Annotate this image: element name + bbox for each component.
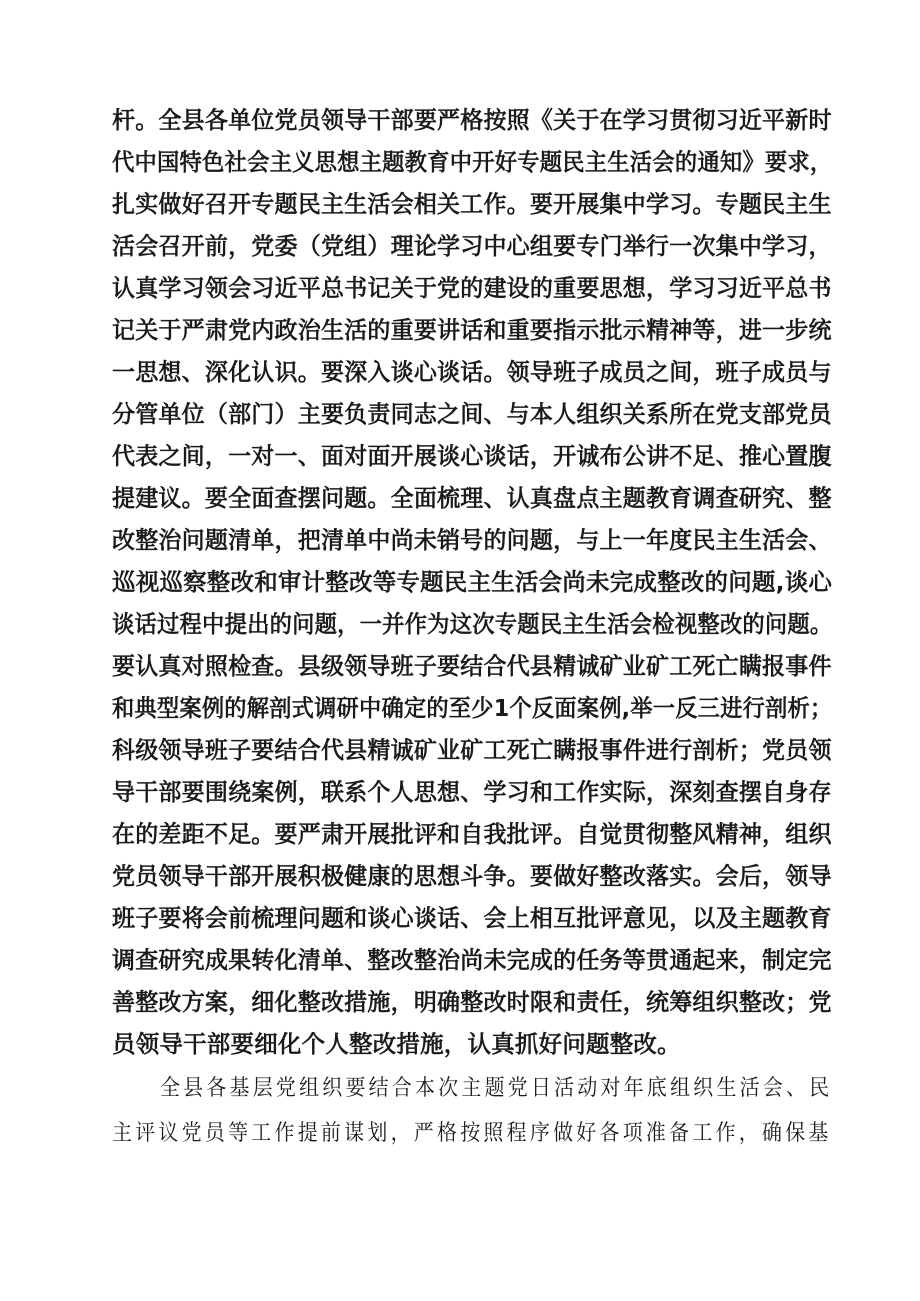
paragraph-line: 调查研究成果转化清单、整改整治尚未完成的任务等贯通起来，制定完 bbox=[112, 946, 832, 974]
paragraph-line: 代中国特色社会主义思想主题教育中开好专题民主生活会的通知》要求， bbox=[112, 148, 833, 176]
paragraph-line: 善整改方案，细化整改措施，明确整改时限和责任，统筹组织整改；党 bbox=[112, 988, 832, 1016]
paragraph-line: 员领导干部要细化个人整改措施，认真抓好问题整改。 bbox=[112, 1030, 681, 1058]
paragraph-line: 活会召开前，党委（党组）理论学习中心组要专门举行一次集中学习， bbox=[112, 232, 832, 260]
paragraph-line: 扎实做好召开专题民主生活会相关工作。要开展集中学习。专题民主生 bbox=[112, 190, 832, 218]
paragraph-line: 班子要将会前梳理问题和谈心谈话、会上相互批评意见，以及主题教育 bbox=[112, 904, 832, 932]
paragraph-line: 谈话过程中提出的问题，一并作为这次专题民主生活会检视整改的问题。 bbox=[112, 610, 833, 638]
paragraph-line: 杆。全县各单位党员领导干部要严格按照《关于在学习贯彻习近平新时 bbox=[112, 106, 832, 134]
paragraph-line: 科级领导班子要结合代县精诚矿业矿工死亡瞒报事件进行剖析；党员领 bbox=[112, 736, 832, 764]
paragraph-line: 分管单位（部门）主要负责同志之间、与本人组织关系所在党支部党员 bbox=[112, 400, 832, 428]
paragraph-line: 记关于严肃党内政治生活的重要讲话和重要指示批示精神等，进一步统 bbox=[112, 316, 832, 344]
paragraph-line: 代表之间，一对一、面对面开展谈心谈话，开诚布公讲不足、推心置腹 bbox=[112, 442, 832, 470]
paragraph-line: 改整治问题清单，把清单中尚未销号的问题，与上一年度民主生活会、 bbox=[112, 526, 832, 554]
paragraph-line: 党员领导干部开展积极健康的思想斗争。要做好整改落实。会后，领导 bbox=[112, 862, 832, 890]
paragraph-line: 在的差距不足。要严肃开展批评和自我批评。自觉贯彻整风精神，组织 bbox=[112, 820, 832, 848]
paragraph-line: 和典型案例的解剖式调研中确定的至少1个反面案例,举一反三进行剖析； bbox=[112, 694, 833, 722]
paragraph-line: 巡视巡察整改和审计整改等专题民主生活会尚未完成整改的问题,谈心 bbox=[112, 568, 833, 596]
paragraph-line: 主评议党员等工作提前谋划，严格按照程序做好各项准备工作，确保基 bbox=[112, 1121, 832, 1146]
paragraph-line-indented: 全县各基层党组织要结合本次主题党日活动对年底组织生活会、民 bbox=[160, 1076, 833, 1101]
paragraph-line: 要认真对照检查。县级领导班子要结合代县精诚矿业矿工死亡瞒报事件 bbox=[112, 652, 832, 680]
paragraph-line: 一思想、深化认识。要深入谈心谈话。领导班子成员之间，班子成员与 bbox=[112, 358, 832, 386]
paragraph-line: 提建议。要全面查摆问题。全面梳理、认真盘点主题教育调查研究、整 bbox=[112, 484, 832, 512]
paragraph-line: 认真学习领会习近平总书记关于党的建设的重要思想，学习习近平总书 bbox=[112, 274, 832, 302]
paragraph-line: 导干部要围绕案例，联系个人思想、学习和工作实际，深刻查摆自身存 bbox=[112, 778, 832, 806]
